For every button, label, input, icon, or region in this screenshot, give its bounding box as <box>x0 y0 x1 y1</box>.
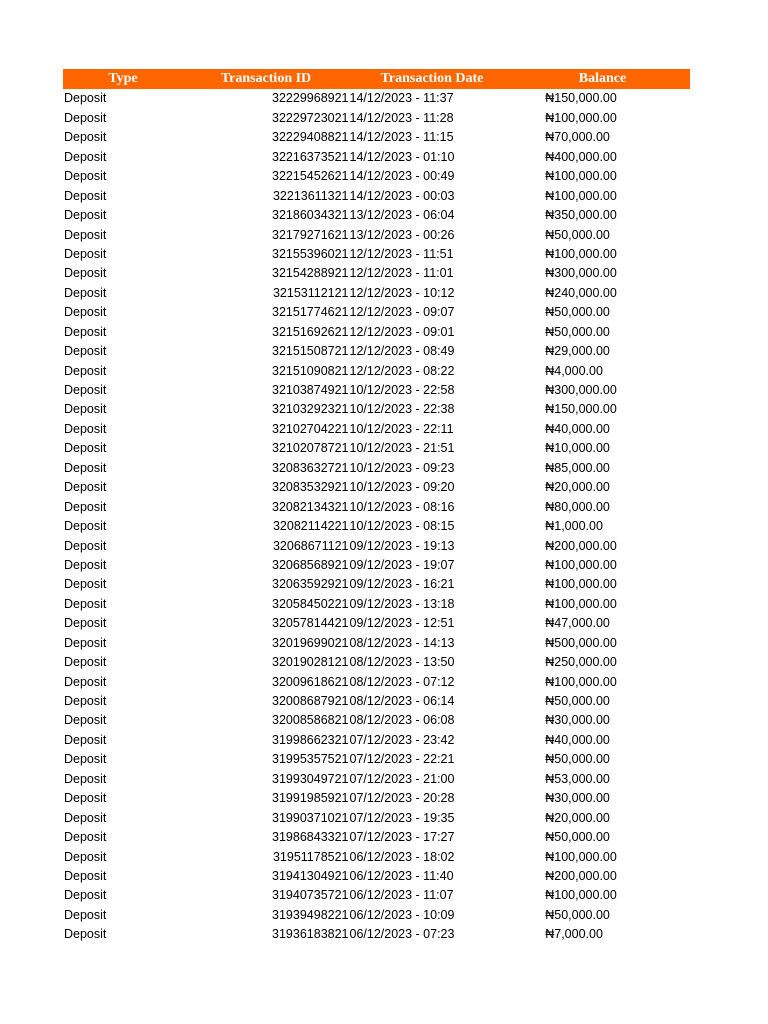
table-row <box>63 419 690 438</box>
cell-transaction-date: 09/12/2023 - 16:21 <box>349 577 455 592</box>
cell-transaction-id: 32083632721 <box>272 460 349 475</box>
cell-balance: ₦53,000.00 <box>545 771 610 786</box>
cell-transaction-date: 06/12/2023 - 10:09 <box>349 907 455 922</box>
cell-type: Deposit <box>64 285 107 300</box>
cell-transaction-id: 32151508721 <box>272 344 349 359</box>
cell-transaction-id: 32229968921 <box>272 91 349 106</box>
table-row <box>63 808 690 827</box>
cell-transaction-id: 32103874921 <box>272 383 349 398</box>
cell-balance: ₦100,000.00 <box>545 110 617 125</box>
cell-transaction-date: 13/12/2023 - 06:04 <box>349 208 455 223</box>
cell-balance: ₦100,000.00 <box>545 596 617 611</box>
table-row <box>63 633 690 652</box>
cell-balance: ₦150,000.00 <box>545 91 617 106</box>
cell-transaction-id: 32153112121 <box>272 285 349 300</box>
cell-transaction-id: 32216373521 <box>272 149 349 164</box>
cell-transaction-date: 08/12/2023 - 06:14 <box>349 694 455 709</box>
cell-type: Deposit <box>64 188 107 203</box>
cell-transaction-id: 32155396021 <box>272 246 349 261</box>
cell-transaction-id: 31939498221 <box>272 907 349 922</box>
cell-transaction-id: 31951178521 <box>272 849 349 864</box>
table-row <box>63 497 690 516</box>
cell-transaction-id: 32154288921 <box>272 266 349 281</box>
table-row <box>63 730 690 749</box>
cell-type: Deposit <box>64 149 107 164</box>
cell-type: Deposit <box>64 344 107 359</box>
cell-balance: ₦100,000.00 <box>545 849 617 864</box>
cell-balance: ₦350,000.00 <box>545 208 617 223</box>
cell-transaction-id: 32151090821 <box>272 363 349 378</box>
table-row <box>63 439 690 458</box>
cell-transaction-id: 31995357521 <box>272 752 349 767</box>
cell-type: Deposit <box>64 907 107 922</box>
cell-type: Deposit <box>64 91 107 106</box>
cell-type: Deposit <box>64 363 107 378</box>
cell-balance: ₦47,000.00 <box>545 616 610 631</box>
cell-balance: ₦240,000.00 <box>545 285 617 300</box>
cell-balance: ₦100,000.00 <box>545 888 617 903</box>
cell-type: Deposit <box>64 499 107 514</box>
table-row <box>63 653 690 672</box>
cell-balance: ₦50,000.00 <box>545 830 610 845</box>
cell-balance: ₦20,000.00 <box>545 810 610 825</box>
table-row <box>63 575 690 594</box>
cell-transaction-date: 10/12/2023 - 09:20 <box>349 480 455 495</box>
cell-balance: ₦300,000.00 <box>545 383 617 398</box>
table-row <box>63 847 690 866</box>
cell-transaction-date: 08/12/2023 - 14:13 <box>349 635 455 650</box>
cell-type: Deposit <box>64 519 107 534</box>
cell-transaction-id: 31986843321 <box>272 830 349 845</box>
cell-balance: ₦50,000.00 <box>545 907 610 922</box>
cell-balance: ₦7,000.00 <box>545 927 603 942</box>
cell-balance: ₦4,000.00 <box>545 363 603 378</box>
table-row <box>63 400 690 419</box>
cell-transaction-id: 32068671121 <box>272 538 349 553</box>
cell-transaction-id: 32229723021 <box>272 110 349 125</box>
cell-balance: ₦85,000.00 <box>545 460 610 475</box>
cell-balance: ₦100,000.00 <box>545 246 617 261</box>
cell-transaction-id: 31991985921 <box>272 791 349 806</box>
table-row <box>63 108 690 127</box>
cell-transaction-id: 32102078721 <box>272 441 349 456</box>
cell-type: Deposit <box>64 110 107 125</box>
cell-transaction-id: 32083532921 <box>272 480 349 495</box>
cell-type: Deposit <box>64 655 107 670</box>
table-row <box>63 750 690 769</box>
cell-type: Deposit <box>64 305 107 320</box>
cell-transaction-date: 14/12/2023 - 11:37 <box>349 91 454 106</box>
cell-type: Deposit <box>64 752 107 767</box>
cell-balance: ₦40,000.00 <box>545 421 610 436</box>
cell-transaction-date: 06/12/2023 - 07:23 <box>349 927 455 942</box>
cell-type: Deposit <box>64 246 107 261</box>
cell-transaction-id: 32063592921 <box>272 577 349 592</box>
table-row <box>63 905 690 924</box>
cell-type: Deposit <box>64 635 107 650</box>
table-row <box>63 867 690 886</box>
table-row <box>63 594 690 613</box>
table-row <box>63 556 690 575</box>
cell-balance: ₦150,000.00 <box>545 402 617 417</box>
cell-transaction-date: 10/12/2023 - 22:58 <box>349 383 455 398</box>
header-balance: Balance <box>578 71 627 86</box>
cell-balance: ₦29,000.00 <box>545 344 610 359</box>
cell-transaction-date: 06/12/2023 - 11:40 <box>349 868 454 883</box>
cell-transaction-id: 32008687921 <box>272 694 349 709</box>
table-row <box>63 478 690 497</box>
cell-transaction-date: 09/12/2023 - 13:18 <box>349 596 455 611</box>
cell-balance: ₦250,000.00 <box>545 655 617 670</box>
cell-type: Deposit <box>64 849 107 864</box>
cell-transaction-date: 14/12/2023 - 11:15 <box>349 130 454 145</box>
cell-transaction-id: 31993049721 <box>272 771 349 786</box>
cell-transaction-date: 08/12/2023 - 13:50 <box>349 655 455 670</box>
cell-transaction-id: 32082114221 <box>272 519 349 534</box>
cell-transaction-id: 31940735721 <box>272 888 349 903</box>
table-row <box>63 322 690 341</box>
cell-transaction-date: 06/12/2023 - 18:02 <box>349 849 455 864</box>
cell-transaction-date: 10/12/2023 - 08:16 <box>349 499 455 514</box>
cell-transaction-id: 32082134321 <box>272 499 349 514</box>
cell-type: Deposit <box>64 383 107 398</box>
cell-balance: ₦10,000.00 <box>545 441 610 456</box>
cell-transaction-date: 06/12/2023 - 11:07 <box>349 888 454 903</box>
cell-transaction-id: 32103292321 <box>272 402 349 417</box>
table-row <box>63 186 690 205</box>
cell-balance: ₦300,000.00 <box>545 266 617 281</box>
cell-transaction-date: 07/12/2023 - 22:21 <box>349 752 455 767</box>
cell-balance: ₦50,000.00 <box>545 324 610 339</box>
cell-type: Deposit <box>64 208 107 223</box>
cell-transaction-id: 31998662321 <box>272 732 349 747</box>
cell-balance: ₦40,000.00 <box>545 732 610 747</box>
cell-transaction-id: 32215452621 <box>272 169 349 184</box>
cell-balance: ₦400,000.00 <box>545 149 617 164</box>
table-row <box>63 128 690 147</box>
cell-type: Deposit <box>64 402 107 417</box>
cell-type: Deposit <box>64 441 107 456</box>
cell-transaction-date: 12/12/2023 - 09:07 <box>349 305 455 320</box>
cell-type: Deposit <box>64 227 107 242</box>
cell-transaction-id: 31936183821 <box>272 927 349 942</box>
cell-transaction-date: 10/12/2023 - 21:51 <box>349 441 455 456</box>
cell-type: Deposit <box>64 460 107 475</box>
cell-transaction-date: 09/12/2023 - 19:13 <box>349 538 455 553</box>
cell-transaction-date: 14/12/2023 - 00:03 <box>349 188 455 203</box>
cell-transaction-id: 32009618621 <box>272 674 349 689</box>
cell-transaction-id: 32102704221 <box>272 421 349 436</box>
cell-transaction-id: 32213611321 <box>272 188 349 203</box>
cell-transaction-date: 07/12/2023 - 21:00 <box>349 771 455 786</box>
cell-transaction-id: 31941304921 <box>272 868 349 883</box>
cell-type: Deposit <box>64 694 107 709</box>
cell-balance: ₦70,000.00 <box>545 130 610 145</box>
table-header <box>63 69 690 89</box>
table-body <box>63 89 690 944</box>
cell-type: Deposit <box>64 713 107 728</box>
cell-transaction-date: 12/12/2023 - 11:01 <box>349 266 454 281</box>
cell-transaction-date: 12/12/2023 - 09:01 <box>349 324 455 339</box>
table-row <box>63 381 690 400</box>
cell-transaction-id: 32008586821 <box>272 713 349 728</box>
cell-type: Deposit <box>64 538 107 553</box>
cell-transaction-date: 07/12/2023 - 19:35 <box>349 810 455 825</box>
cell-type: Deposit <box>64 927 107 942</box>
cell-balance: ₦80,000.00 <box>545 499 610 514</box>
cell-transaction-date: 12/12/2023 - 08:49 <box>349 344 455 359</box>
cell-transaction-date: 09/12/2023 - 12:51 <box>349 616 455 631</box>
header-transaction-date: Transaction Date <box>380 71 484 86</box>
cell-type: Deposit <box>64 732 107 747</box>
cell-balance: ₦100,000.00 <box>545 557 617 572</box>
cell-balance: ₦200,000.00 <box>545 538 617 553</box>
table-row <box>63 536 690 555</box>
cell-transaction-date: 08/12/2023 - 06:08 <box>349 713 455 728</box>
cell-transaction-id: 32229408821 <box>272 130 349 145</box>
cell-type: Deposit <box>64 674 107 689</box>
cell-balance: ₦200,000.00 <box>545 868 617 883</box>
cell-transaction-id: 32019028121 <box>272 655 349 670</box>
cell-transaction-date: 12/12/2023 - 11:51 <box>349 246 454 261</box>
cell-balance: ₦50,000.00 <box>545 305 610 320</box>
table-row <box>63 458 690 477</box>
cell-transaction-id: 32151774621 <box>272 305 349 320</box>
cell-balance: ₦100,000.00 <box>545 674 617 689</box>
header-type: Type <box>108 71 138 86</box>
cell-transaction-id: 32179271621 <box>272 227 349 242</box>
cell-transaction-date: 14/12/2023 - 11:28 <box>349 110 454 125</box>
table-row <box>63 264 690 283</box>
cell-type: Deposit <box>64 169 107 184</box>
cell-transaction-date: 09/12/2023 - 19:07 <box>349 557 455 572</box>
table-row <box>63 886 690 905</box>
cell-transaction-id: 32068568921 <box>272 557 349 572</box>
table-row <box>63 225 690 244</box>
transactions-table <box>63 69 690 944</box>
cell-transaction-id: 32019699021 <box>272 635 349 650</box>
cell-type: Deposit <box>64 130 107 145</box>
table-row <box>63 167 690 186</box>
table-row <box>63 692 690 711</box>
cell-transaction-id: 32186034321 <box>272 208 349 223</box>
table-row <box>63 769 690 788</box>
cell-transaction-date: 13/12/2023 - 00:26 <box>349 227 455 242</box>
cell-balance: ₦1,000.00 <box>545 519 603 534</box>
cell-transaction-date: 12/12/2023 - 08:22 <box>349 363 455 378</box>
cell-type: Deposit <box>64 888 107 903</box>
cell-transaction-date: 07/12/2023 - 17:27 <box>349 830 455 845</box>
cell-type: Deposit <box>64 830 107 845</box>
cell-balance: ₦50,000.00 <box>545 694 610 709</box>
cell-type: Deposit <box>64 557 107 572</box>
table-row <box>63 342 690 361</box>
cell-balance: ₦30,000.00 <box>545 791 610 806</box>
cell-balance: ₦50,000.00 <box>545 227 610 242</box>
table-row <box>63 614 690 633</box>
cell-transaction-date: 14/12/2023 - 01:10 <box>349 149 455 164</box>
cell-type: Deposit <box>64 596 107 611</box>
cell-balance: ₦100,000.00 <box>545 577 617 592</box>
cell-transaction-date: 07/12/2023 - 23:42 <box>349 732 455 747</box>
cell-type: Deposit <box>64 616 107 631</box>
cell-type: Deposit <box>64 868 107 883</box>
cell-transaction-id: 32058450221 <box>272 596 349 611</box>
cell-transaction-id: 32057814421 <box>272 616 349 631</box>
cell-transaction-date: 10/12/2023 - 08:15 <box>349 519 455 534</box>
cell-transaction-id: 31990371021 <box>272 810 349 825</box>
table-row <box>63 245 690 264</box>
table-row <box>63 361 690 380</box>
cell-type: Deposit <box>64 771 107 786</box>
table-row <box>63 789 690 808</box>
cell-balance: ₦500,000.00 <box>545 635 617 650</box>
cell-transaction-date: 10/12/2023 - 22:38 <box>349 402 455 417</box>
table-row <box>63 147 690 166</box>
cell-transaction-date: 14/12/2023 - 00:49 <box>349 169 455 184</box>
cell-transaction-id: 32151692621 <box>272 324 349 339</box>
cell-type: Deposit <box>64 324 107 339</box>
cell-type: Deposit <box>64 810 107 825</box>
table-row <box>63 828 690 847</box>
cell-type: Deposit <box>64 791 107 806</box>
cell-type: Deposit <box>64 421 107 436</box>
cell-transaction-date: 12/12/2023 - 10:12 <box>349 285 455 300</box>
header-transaction-id: Transaction ID <box>220 71 312 86</box>
cell-balance: ₦100,000.00 <box>545 169 617 184</box>
cell-type: Deposit <box>64 577 107 592</box>
cell-balance: ₦50,000.00 <box>545 752 610 767</box>
table-row <box>63 517 690 536</box>
cell-transaction-date: 10/12/2023 - 22:11 <box>349 421 454 436</box>
cell-transaction-date: 08/12/2023 - 07:12 <box>349 674 455 689</box>
table-row <box>63 711 690 730</box>
table-row <box>63 925 690 944</box>
cell-type: Deposit <box>64 266 107 281</box>
table-row <box>63 283 690 302</box>
table-row <box>63 206 690 225</box>
table-row <box>63 303 690 322</box>
cell-transaction-date: 10/12/2023 - 09:23 <box>349 460 455 475</box>
cell-balance: ₦20,000.00 <box>545 480 610 495</box>
cell-balance: ₦100,000.00 <box>545 188 617 203</box>
cell-type: Deposit <box>64 480 107 495</box>
table-row <box>63 672 690 691</box>
cell-balance: ₦30,000.00 <box>545 713 610 728</box>
table-row <box>63 89 690 108</box>
cell-transaction-date: 07/12/2023 - 20:28 <box>349 791 455 806</box>
